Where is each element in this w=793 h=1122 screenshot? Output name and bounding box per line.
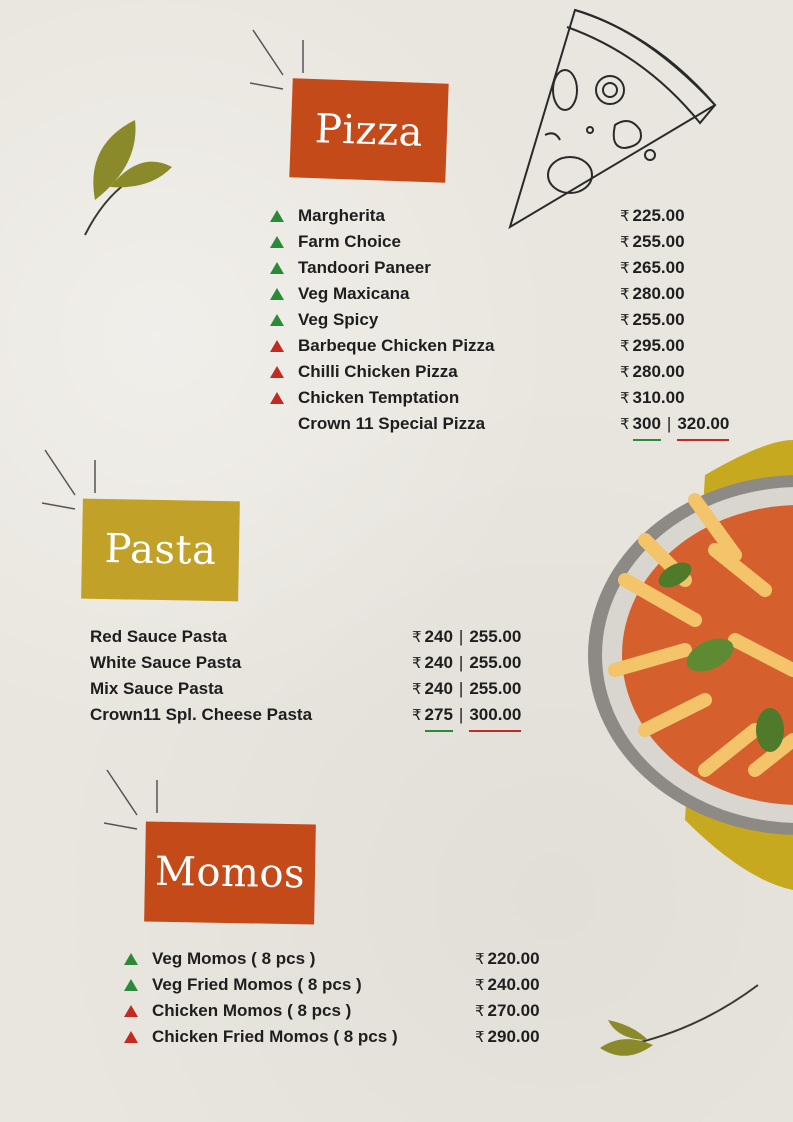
veg-price: 275 <box>425 705 453 732</box>
list-item: Veg Fried Momos ( 8 pcs ) <box>152 975 362 994</box>
item-price: ₹ 240 | 255.00 <box>412 653 522 672</box>
item-price: ₹ 290.00 <box>475 1027 540 1046</box>
pasta-bowl-illustration <box>585 440 793 890</box>
list-item: Tandoori Paneer <box>298 258 431 277</box>
item-price: ₹ 300 | 320.00 <box>620 411 729 438</box>
veg-price: 300 <box>633 414 661 441</box>
list-item: Veg Spicy <box>298 310 379 329</box>
list-item: Red Sauce Pasta <box>90 627 228 646</box>
list-item: Chilli Chicken Pizza <box>298 362 458 381</box>
veg-indicator-icon <box>270 314 284 326</box>
veg-indicator-icon <box>124 953 138 965</box>
veg-indicator-icon <box>270 262 284 274</box>
item-price: ₹ 295.00 <box>620 336 685 355</box>
price-separator: | <box>666 414 672 433</box>
item-price: ₹ 240 | 255.00 <box>412 679 522 698</box>
nonveg-indicator-icon <box>124 1005 138 1017</box>
veg-indicator-icon <box>270 210 284 222</box>
veg-indicator-icon <box>270 288 284 300</box>
momos-section-title: Momos <box>144 822 316 925</box>
veg-indicator-icon <box>270 236 284 248</box>
list-item: Crown 11 Special Pizza <box>298 414 486 433</box>
leaf-branch-icon <box>80 115 175 240</box>
list-item: Chicken Momos ( 8 pcs ) <box>152 1001 352 1020</box>
veg-indicator-icon <box>124 979 138 991</box>
list-item: Chicken Temptation <box>298 388 460 407</box>
list-item: Margherita <box>298 206 385 225</box>
nonveg-indicator-icon <box>270 366 284 378</box>
list-item: Farm Choice <box>298 232 401 251</box>
item-price: ₹ 280.00 <box>620 284 685 303</box>
list-item: Mix Sauce Pasta <box>90 679 224 698</box>
item-price: ₹ 270.00 <box>475 1001 540 1020</box>
item-price: ₹ 255.00 <box>620 232 685 251</box>
item-price: ₹ 225.00 <box>620 206 685 225</box>
list-item: White Sauce Pasta <box>90 653 242 672</box>
nonveg-indicator-icon <box>270 340 284 352</box>
nonveg-indicator-icon <box>124 1031 138 1043</box>
item-price: ₹ 280.00 <box>620 362 685 381</box>
leaf-branch-icon <box>598 980 763 1065</box>
pizza-section-title: Pizza <box>289 78 448 182</box>
pizza-slice-illustration <box>505 5 725 230</box>
item-price: ₹ 310.00 <box>620 388 685 407</box>
item-price: ₹ 255.00 <box>620 310 685 329</box>
item-price: ₹ 265.00 <box>620 258 685 277</box>
nonveg-price: 320.00 <box>677 414 729 441</box>
item-price: ₹ 240 | 255.00 <box>412 627 522 646</box>
list-item: Crown11 Spl. Cheese Pasta <box>90 705 313 724</box>
nonveg-indicator-icon <box>270 392 284 404</box>
list-item: Veg Maxicana <box>298 284 410 303</box>
item-price: ₹ 220.00 <box>475 949 540 968</box>
pasta-section-title: Pasta <box>81 499 240 602</box>
item-price: ₹ 240.00 <box>475 975 540 994</box>
item-price: ₹ 275 | 300.00 <box>412 702 521 729</box>
nonveg-price: 300.00 <box>469 705 521 732</box>
list-item: Chicken Fried Momos ( 8 pcs ) <box>152 1027 398 1046</box>
list-item: Veg Momos ( 8 pcs ) <box>152 949 316 968</box>
list-item: Barbeque Chicken Pizza <box>298 336 495 355</box>
